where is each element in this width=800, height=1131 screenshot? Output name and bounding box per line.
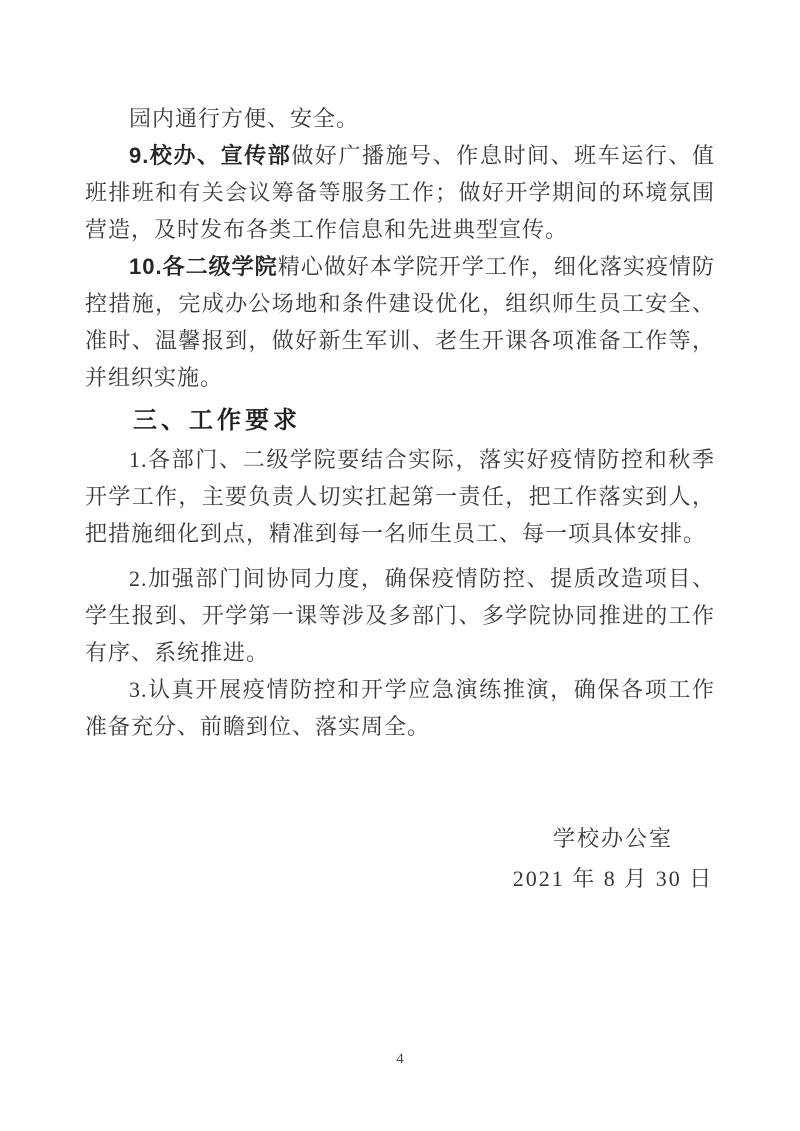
item-9-text: 做好广播施号、作息时间、班车运行、值班排班和有关会议筹备等服务工作；做好开学期间的环境氛围营造，及时发布各类工作信息和先进典型宣传。 (85, 143, 715, 242)
requirement-paragraph-3: 3.认真开展疫情防控和开学应急演练推演，确保各项工作准备充分、前瞻到位、落实周全。 (85, 677, 715, 739)
paragraph-continued: 园内通行方便、安全。 (129, 106, 360, 131)
signature-block (428, 819, 798, 899)
paragraph-item-9 (85, 137, 715, 248)
page-number: 4 (396, 1051, 404, 1067)
item-10-text: 精心做好本学院开学工作，细化落实疫情防控措施，完成办公场地和条件建设优化，组织师生员工安全、准时、温馨报到，做好新生军训、老生开课各项准备工作等，并组织实施。 (85, 254, 715, 390)
item-9-lead: 9.校办、宣传部 (129, 143, 292, 168)
paragraph-item-10 (85, 248, 715, 396)
signature-date: 2021 年 8 月 30 日 (512, 866, 714, 891)
requirement-paragraph-2: 2.加强部门间协同力度，确保疫情防控、提质改造项目、学生报到、开学第一课等涉及多部门、多学院协同推进的工作有序、系统推进。 (85, 566, 715, 665)
requirement-paragraph-1: 1.各部门、二级学院要结合实际，落实好疫情防控和秋季开学工作，主要负责人切实扛起第一责任，把工作落实到人，把措施细化到点，精准到每一名师生员工、每一项具体安排。 (85, 447, 715, 546)
section-heading: 三、工作要求 (133, 407, 301, 434)
signature-org: 学校办公室 (552, 826, 673, 851)
item-10-lead: 10.各二级学院 (129, 254, 278, 279)
